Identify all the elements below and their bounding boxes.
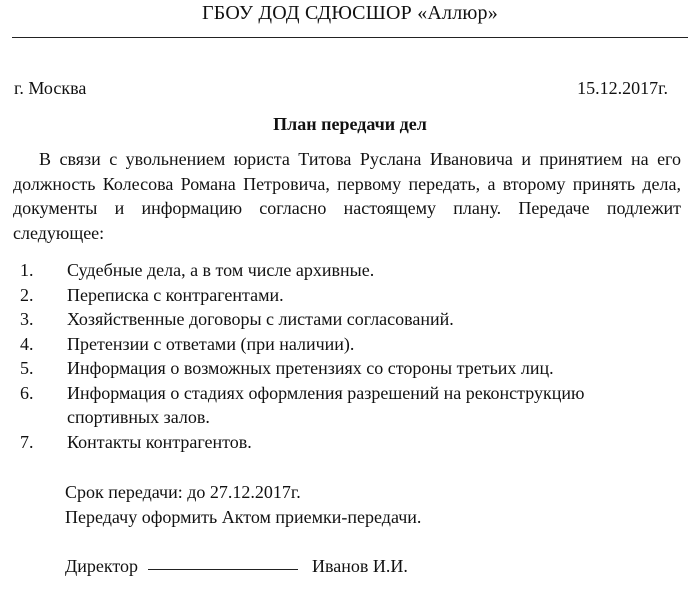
organization-header: ГБОУ ДОД СДЮСШОР «Аллюр» [202,2,498,24]
document-date: 15.12.2017г. [577,78,668,98]
list-item [18,332,678,357]
list-item [18,430,678,455]
header-divider [12,37,688,38]
list-item-text: Информация о возможных претензиях со стороны третьих лиц. [67,358,554,378]
list-item [18,258,678,283]
intro-paragraph: В связи с увольнением юриста Титова Руслана Ивановича и принятием на его должность Колесова Романа Петровича, первому передать, а второму принять дела, документы и информацию согласно настоящему плану. Передаче подлежит следующее: [13,149,681,243]
list-item-number: 6. [20,382,34,403]
list-item-text: Судебные дела, а в том числе архивные. [67,260,375,280]
document-title: План передачи дел [273,114,427,134]
list-item-text: Претензии с ответами (при наличии). [67,333,355,354]
list-item-number: 7. [20,431,34,452]
list-item [18,283,678,308]
list-item-text: Переписка с контрагентами. [67,284,284,305]
signature-block [65,556,408,577]
list-item-text: Контакты контрагентов. [67,431,252,452]
list-item-number: 3. [20,309,34,329]
list-item [18,307,678,332]
list-item-number: 1. [20,260,34,280]
list-item-text: Информация о стадиях оформления разрешений на реконструкцию спортивных залов. [67,382,585,427]
transfer-deadline: Срок передачи: до 27.12.2017г. [65,482,301,502]
list-item [18,381,678,430]
signature-line [148,569,298,570]
document-place: г. Москва [14,78,87,98]
transfer-formalization-note: Передачу оформить Актом приемки-передачи. [65,507,422,527]
list-item-text: Хозяйственные договоры с листами согласований. [67,309,454,329]
list-item-number: 2. [20,284,34,305]
signature-role: Директор [65,556,139,576]
list-item-number: 5. [20,358,34,378]
list-item-number: 4. [20,333,34,354]
plan-list [18,258,678,454]
list-item [18,356,678,381]
signature-name: Иванов И.И. [312,556,408,576]
